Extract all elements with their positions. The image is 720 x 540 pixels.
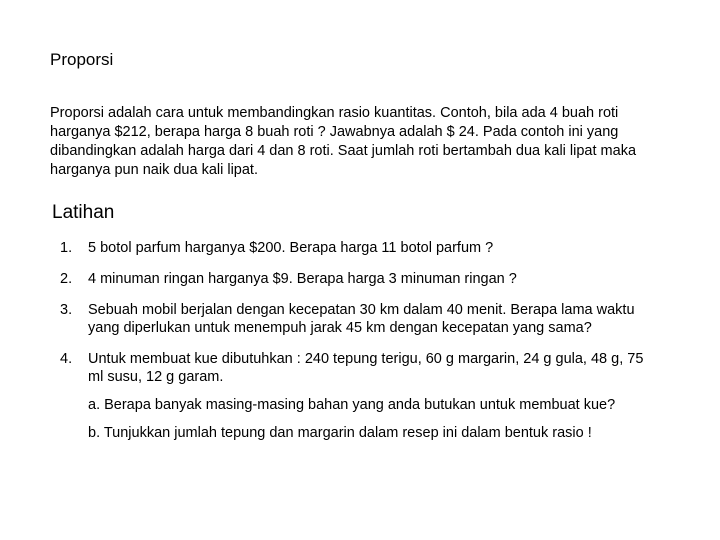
exercise-number: 2. — [60, 271, 73, 287]
exercise-text: Untuk membuat kue dibutuhkan : 240 tepung terigu, 60 g margarin, 24 g gula, 48 g, 75 ml susu, 12 g garam. — [88, 351, 644, 385]
exercise-item-4 — [52, 350, 662, 442]
exercise-subitem-a: a. Berapa banyak masing-masing bahan yang anda butukan untuk membuat kue? — [88, 397, 616, 413]
exercise-number: 1. — [60, 240, 73, 256]
exercise-subitem-b: b. Tunjukkan jumlah tepung dan margarin dalam resep ini dalam bentuk rasio ! — [88, 425, 592, 441]
exercise-text: 4 minuman ringan harganya $9. Berapa harga 3 minuman ringan ? — [88, 271, 517, 287]
page-title: Proporsi — [50, 50, 114, 69]
exercise-list — [52, 239, 662, 455]
exercise-item-1 — [52, 239, 662, 257]
exercise-item-3 — [52, 301, 662, 337]
exercise-text: 5 botol parfum harganya $200. Berapa harga 11 botol parfum ? — [88, 240, 494, 256]
exercise-number: 3. — [60, 302, 73, 318]
exercise-item-2 — [52, 270, 662, 288]
exercise-text: Sebuah mobil berjalan dengan kecepatan 30 km dalam 40 menit. Berapa lama waktu yang diperlukan untuk menempuh jarak 45 km dengan kecepatan yang sama? — [88, 302, 635, 336]
intro-paragraph: Proporsi adalah cara untuk membandingkan rasio kuantitas. Contoh, bila ada 4 buah roti harganya $212, berapa harga 8 buah roti ? Jawabnya adalah $ 24. Pada contoh ini yang dibandingkan adalah harga dari 4 dan 8 roti. Saat jumlah roti bertambah dua kali lipat maka harganya pun naik dua kali lipat. — [50, 105, 637, 178]
section-heading-latihan: Latihan — [52, 202, 115, 223]
exercise-number: 4. — [60, 351, 73, 367]
